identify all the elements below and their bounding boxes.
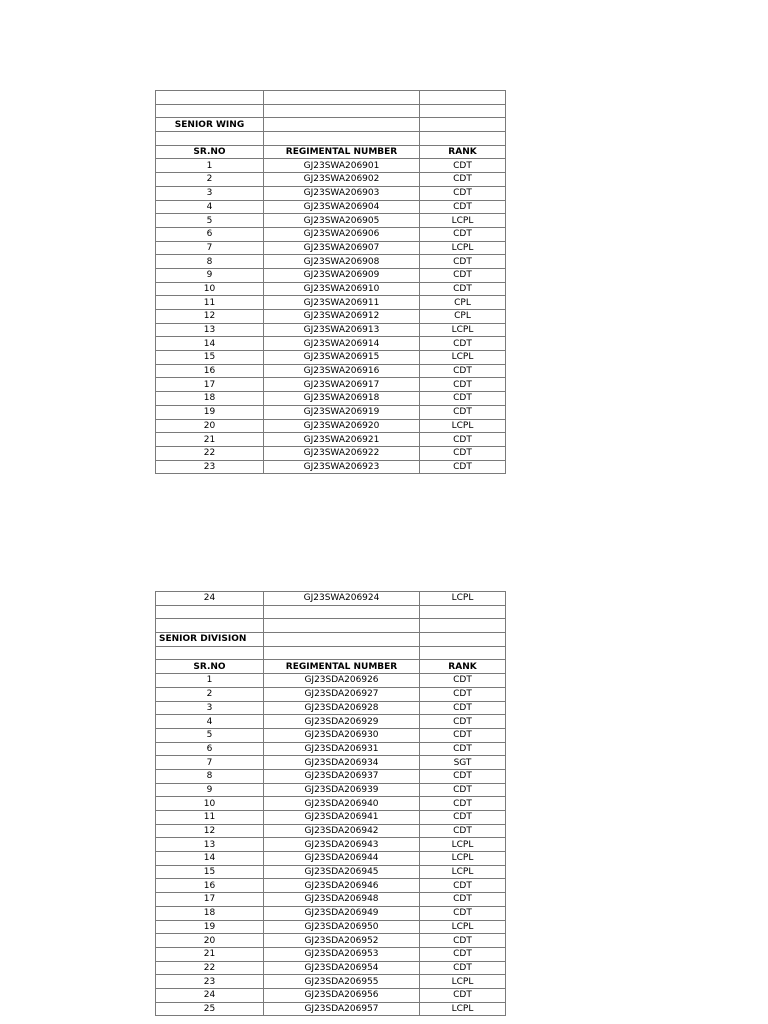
cell-regimental-number: GJ23SWA206905	[264, 214, 420, 228]
cell-srno: 15	[156, 351, 264, 365]
cell-srno: 23	[156, 460, 264, 474]
cell-regimental-number: GJ23SDA206942	[264, 824, 420, 838]
cell-regimental-number: GJ23SDA206944	[264, 852, 420, 866]
cell-srno: 19	[156, 920, 264, 934]
table-row	[156, 433, 506, 447]
cell-rank: CDT	[420, 446, 506, 460]
table-row	[156, 824, 506, 838]
cell-srno: 14	[156, 337, 264, 351]
cell-srno: 12	[156, 310, 264, 324]
cell-rank: CDT	[420, 674, 506, 688]
table-row	[156, 742, 506, 756]
table-row	[156, 378, 506, 392]
cell-rank: CDT	[420, 255, 506, 269]
cell-srno: 11	[156, 296, 264, 310]
cell-rank: LCPL	[420, 241, 506, 255]
cell-rank: LCPL	[420, 592, 506, 606]
cell-srno: 23	[156, 975, 264, 989]
cell-rank: SGT	[420, 756, 506, 770]
table-row	[156, 879, 506, 893]
cell-rank: LCPL	[420, 852, 506, 866]
cell-regimental-number: GJ23SWA206914	[264, 337, 420, 351]
blank-row	[156, 646, 506, 660]
cell-rank: LCPL	[420, 323, 506, 337]
cell-rank: CDT	[420, 728, 506, 742]
section-title: SENIOR DIVISION	[156, 633, 264, 647]
cell-regimental-number: GJ23SWA206903	[264, 186, 420, 200]
cell-regimental-number: GJ23SDA206931	[264, 742, 420, 756]
blank-row	[156, 91, 506, 105]
cell-rank: CDT	[420, 227, 506, 241]
cell-rank: CDT	[420, 200, 506, 214]
senior-wing-rows	[156, 159, 506, 474]
table-row	[156, 419, 506, 433]
cell-regimental-number: GJ23SWA206904	[264, 200, 420, 214]
cell-rank: CDT	[420, 433, 506, 447]
cell-rank: CDT	[420, 687, 506, 701]
cell-srno: 4	[156, 200, 264, 214]
cell-regimental-number: GJ23SWA206915	[264, 351, 420, 365]
table-row	[156, 200, 506, 214]
table-row	[156, 701, 506, 715]
cell-rank: LCPL	[420, 351, 506, 365]
table-row	[156, 364, 506, 378]
cell-srno: 19	[156, 405, 264, 419]
cell-srno: 2	[156, 173, 264, 187]
column-header-rank: RANK	[420, 660, 506, 674]
cell-srno: 9	[156, 268, 264, 282]
cell-rank: LCPL	[420, 1002, 506, 1016]
table-row	[156, 769, 506, 783]
cell-regimental-number: GJ23SDA206929	[264, 715, 420, 729]
cell-rank: CDT	[420, 797, 506, 811]
table-row	[156, 592, 506, 606]
cell-regimental-number: GJ23SDA206952	[264, 934, 420, 948]
cell-srno: 1	[156, 159, 264, 173]
cell-rank: CDT	[420, 893, 506, 907]
table-row	[156, 674, 506, 688]
cell-regimental-number: GJ23SDA206937	[264, 769, 420, 783]
cell-rank: LCPL	[420, 838, 506, 852]
table-row	[156, 214, 506, 228]
cell-regimental-number: GJ23SWA206911	[264, 296, 420, 310]
table-row	[156, 186, 506, 200]
table-row	[156, 934, 506, 948]
cell-rank: CDT	[420, 824, 506, 838]
cell-srno: 11	[156, 811, 264, 825]
cell-regimental-number: GJ23SDA206939	[264, 783, 420, 797]
cell-srno: 10	[156, 282, 264, 296]
blank-row	[156, 619, 506, 633]
cell-srno: 17	[156, 893, 264, 907]
cell-rank: CDT	[420, 460, 506, 474]
table-row	[156, 988, 506, 1002]
cell-rank: CDT	[420, 378, 506, 392]
cell-regimental-number: GJ23SWA206912	[264, 310, 420, 324]
cell-regimental-number: GJ23SWA206907	[264, 241, 420, 255]
table-row	[156, 756, 506, 770]
cell-rank: CDT	[420, 268, 506, 282]
cell-rank: CDT	[420, 934, 506, 948]
table-row	[156, 783, 506, 797]
senior-division-body	[156, 592, 506, 674]
cell-rank: CPL	[420, 296, 506, 310]
cell-regimental-number: GJ23SWA206906	[264, 227, 420, 241]
table-row	[156, 906, 506, 920]
cell-srno: 15	[156, 865, 264, 879]
cell-regimental-number: GJ23SDA206946	[264, 879, 420, 893]
cell-srno: 18	[156, 906, 264, 920]
cell-srno: 16	[156, 364, 264, 378]
table-row	[156, 852, 506, 866]
cell-rank: CDT	[420, 879, 506, 893]
cell-srno: 7	[156, 241, 264, 255]
cell-rank: CDT	[420, 906, 506, 920]
cell-regimental-number: GJ23SDA206928	[264, 701, 420, 715]
cell-rank: CDT	[420, 988, 506, 1002]
table-row	[156, 227, 506, 241]
column-header-rank: RANK	[420, 145, 506, 159]
blank-row	[156, 104, 506, 118]
cell-srno: 18	[156, 392, 264, 406]
table-row	[156, 947, 506, 961]
cell-rank: CDT	[420, 392, 506, 406]
table-row	[156, 323, 506, 337]
table-row	[156, 255, 506, 269]
cell-regimental-number: GJ23SDA206955	[264, 975, 420, 989]
cell-regimental-number: GJ23SDA206941	[264, 811, 420, 825]
cell-srno: 12	[156, 824, 264, 838]
cell-regimental-number: GJ23SWA206913	[264, 323, 420, 337]
cell-rank: CDT	[420, 715, 506, 729]
cell-regimental-number: GJ23SDA206940	[264, 797, 420, 811]
senior-division-table	[155, 591, 506, 1016]
cell-srno: 21	[156, 947, 264, 961]
cell-regimental-number: GJ23SWA206901	[264, 159, 420, 173]
table-row	[156, 159, 506, 173]
cell-rank: CDT	[420, 159, 506, 173]
cell-rank: CDT	[420, 811, 506, 825]
cell-regimental-number: GJ23SDA206954	[264, 961, 420, 975]
cell-srno: 7	[156, 756, 264, 770]
table-row	[156, 893, 506, 907]
table-row	[156, 173, 506, 187]
cell-regimental-number: GJ23SWA206922	[264, 446, 420, 460]
cell-srno: 8	[156, 769, 264, 783]
cell-srno: 8	[156, 255, 264, 269]
table-row	[156, 310, 506, 324]
table-row	[156, 728, 506, 742]
table-row	[156, 961, 506, 975]
cell-rank: CDT	[420, 282, 506, 296]
senior-wing-table	[155, 90, 506, 474]
cell-srno: 14	[156, 852, 264, 866]
column-header-srno: SR.NO	[156, 660, 264, 674]
cell-regimental-number: GJ23SDA206943	[264, 838, 420, 852]
cell-srno: 13	[156, 323, 264, 337]
cell-regimental-number: GJ23SWA206917	[264, 378, 420, 392]
table-row	[156, 975, 506, 989]
cell-srno: 5	[156, 728, 264, 742]
table-row	[156, 1002, 506, 1016]
cell-rank: CDT	[420, 186, 506, 200]
senior-division-rows	[156, 674, 506, 1016]
cell-rank: CPL	[420, 310, 506, 324]
cell-regimental-number: GJ23SWA206920	[264, 419, 420, 433]
cell-rank: CDT	[420, 961, 506, 975]
cell-regimental-number: GJ23SWA206923	[264, 460, 420, 474]
cell-rank: CDT	[420, 783, 506, 797]
column-header-srno: SR.NO	[156, 145, 264, 159]
cell-rank: LCPL	[420, 975, 506, 989]
column-header-regimental-number: REGIMENTAL NUMBER	[264, 145, 420, 159]
table-row	[156, 282, 506, 296]
table-row	[156, 797, 506, 811]
cell-regimental-number: GJ23SWA206919	[264, 405, 420, 419]
table-row	[156, 920, 506, 934]
cell-regimental-number: GJ23SWA206916	[264, 364, 420, 378]
cell-srno: 5	[156, 214, 264, 228]
cell-srno: 16	[156, 879, 264, 893]
header-row	[156, 660, 506, 674]
cell-srno: 22	[156, 961, 264, 975]
cell-regimental-number: GJ23SDA206949	[264, 906, 420, 920]
table-row	[156, 811, 506, 825]
cell-srno: 20	[156, 419, 264, 433]
cell-srno: 1	[156, 674, 264, 688]
cell-rank: CDT	[420, 742, 506, 756]
cell-regimental-number: GJ23SDA206956	[264, 988, 420, 1002]
cell-regimental-number: GJ23SWA206910	[264, 282, 420, 296]
section-title: SENIOR WING	[156, 118, 264, 132]
cell-rank: CDT	[420, 337, 506, 351]
table-row	[156, 268, 506, 282]
cell-srno: 3	[156, 186, 264, 200]
table-row	[156, 687, 506, 701]
cell-rank: LCPL	[420, 865, 506, 879]
cell-srno: 3	[156, 701, 264, 715]
cell-rank: CDT	[420, 947, 506, 961]
cell-rank: LCPL	[420, 214, 506, 228]
table-row	[156, 405, 506, 419]
cell-srno: 25	[156, 1002, 264, 1016]
cell-srno: 6	[156, 227, 264, 241]
cell-srno: 20	[156, 934, 264, 948]
cell-srno: 17	[156, 378, 264, 392]
cell-regimental-number: GJ23SDA206934	[264, 756, 420, 770]
cell-regimental-number: GJ23SWA206908	[264, 255, 420, 269]
cell-regimental-number: GJ23SDA206927	[264, 687, 420, 701]
cell-srno: 24	[156, 988, 264, 1002]
cell-regimental-number: GJ23SDA206930	[264, 728, 420, 742]
cell-rank: CDT	[420, 769, 506, 783]
cell-rank: CDT	[420, 701, 506, 715]
cell-srno: 24	[156, 592, 264, 606]
cell-srno: 13	[156, 838, 264, 852]
table-row	[156, 392, 506, 406]
cell-rank: CDT	[420, 173, 506, 187]
cell-srno: 2	[156, 687, 264, 701]
cell-regimental-number: GJ23SDA206948	[264, 893, 420, 907]
blank-row	[156, 132, 506, 146]
cell-regimental-number: GJ23SDA206926	[264, 674, 420, 688]
cell-regimental-number: GJ23SDA206950	[264, 920, 420, 934]
cell-regimental-number: GJ23SWA206909	[264, 268, 420, 282]
table-row	[156, 865, 506, 879]
cell-rank: CDT	[420, 364, 506, 378]
cell-rank: LCPL	[420, 419, 506, 433]
section-title-row	[156, 118, 506, 132]
table-row	[156, 337, 506, 351]
table-row	[156, 296, 506, 310]
cell-srno: 10	[156, 797, 264, 811]
cell-regimental-number: GJ23SWA206918	[264, 392, 420, 406]
table-row	[156, 241, 506, 255]
header-row	[156, 145, 506, 159]
cell-regimental-number: GJ23SDA206945	[264, 865, 420, 879]
table-row	[156, 715, 506, 729]
table-row	[156, 460, 506, 474]
table-row	[156, 446, 506, 460]
cell-srno: 21	[156, 433, 264, 447]
cell-regimental-number: GJ23SWA206902	[264, 173, 420, 187]
table-row	[156, 838, 506, 852]
cell-srno: 6	[156, 742, 264, 756]
blank-row	[156, 605, 506, 619]
cell-regimental-number: GJ23SWA206921	[264, 433, 420, 447]
cell-regimental-number: GJ23SWA206924	[264, 592, 420, 606]
cell-srno: 9	[156, 783, 264, 797]
table-row	[156, 351, 506, 365]
cell-regimental-number: GJ23SDA206953	[264, 947, 420, 961]
cell-srno: 22	[156, 446, 264, 460]
column-header-regimental-number: REGIMENTAL NUMBER	[264, 660, 420, 674]
cell-rank: LCPL	[420, 920, 506, 934]
cell-srno: 4	[156, 715, 264, 729]
senior-wing-body	[156, 91, 506, 159]
cell-regimental-number: GJ23SDA206957	[264, 1002, 420, 1016]
cell-rank: CDT	[420, 405, 506, 419]
section-title-row	[156, 633, 506, 647]
